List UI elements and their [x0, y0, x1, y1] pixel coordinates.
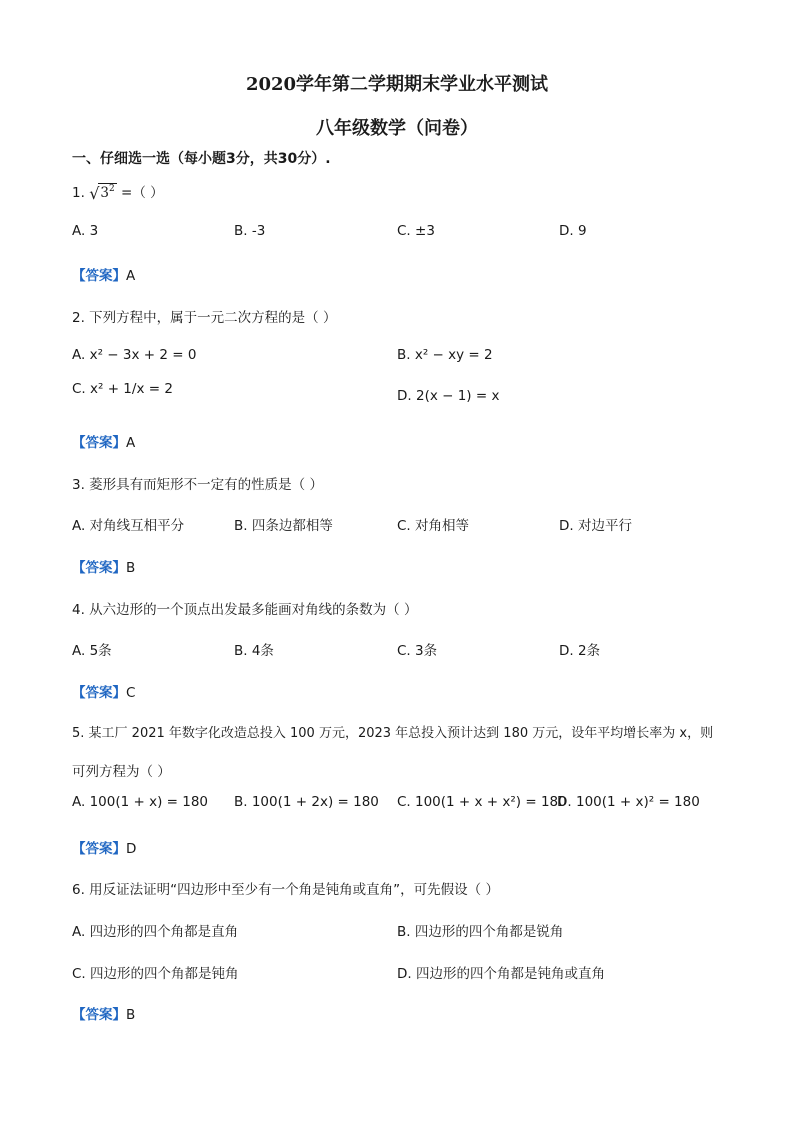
question-4-option-b: B. 4条	[234, 643, 274, 659]
answer-value: A	[126, 435, 136, 451]
question-2-option-c: C. x² + 1/x = 2	[72, 381, 173, 397]
answer-tag: 【答案】	[72, 841, 126, 857]
question-6-option-a: A. 四边形的四个角都是直角	[72, 924, 239, 940]
answer-value: A	[126, 268, 136, 284]
question-5-stem-line2: 可列方程为（ ）	[72, 764, 171, 780]
question-1-answer	[72, 264, 135, 284]
question-3-option-d: D. 对边平行	[559, 518, 632, 534]
answer-value: D	[126, 841, 137, 857]
question-4-answer	[72, 681, 135, 701]
question-5-option-d: D. 100(1 + x)² = 180	[557, 794, 700, 810]
answer-value: B	[126, 1007, 136, 1023]
question-2-answer	[72, 431, 135, 451]
question-1-stem: 1. $√3^2$ =（ ）	[72, 184, 164, 203]
question-1-paren: （ ）	[132, 185, 164, 201]
question-6-option-c: C. 四边形的四个角都是钝角	[72, 966, 239, 982]
question-6-stem: 6. 用反证法证明“四边形中至少有一个角是钝角或直角”，可先假设（ ）	[72, 882, 499, 898]
question-5-stem-line1: 5. 某工厂 2021 年数字化改造总投入 100 万元，2023 年总投入预计达到 180 万元，设年平均增长率为 x，则	[72, 726, 714, 741]
question-2-option-a: A. x² − 3x + 2 = 0	[72, 347, 197, 363]
question-1-option-d: D. 9	[559, 223, 587, 239]
question-5-answer	[72, 837, 136, 857]
question-6-option-b: B. 四边形的四个角都是锐角	[397, 924, 564, 940]
question-5-option-c: C. 100(1 + x + x²) = 180	[397, 794, 567, 810]
answer-tag: 【答案】	[72, 268, 126, 284]
question-1-option-c: C. ±3	[397, 223, 435, 239]
question-1-option-a: A. 3	[72, 223, 99, 239]
question-2-option-b: B. x² − xy = 2	[397, 347, 493, 363]
question-6-answer	[72, 1003, 135, 1023]
exam-title: 2020学年第二学期期末学业水平测试	[245, 74, 549, 95]
question-1-math: $√3^2$	[89, 184, 115, 203]
question-4-option-a: A. 5条	[72, 643, 112, 659]
question-5-option-a: A. 100(1 + x) = 180	[72, 794, 209, 810]
question-4-stem: 4. 从六边形的一个顶点出发最多能画对角线的条数为（ ）	[72, 602, 418, 618]
question-6-option-d: D. 四边形的四个角都是钝角或直角	[397, 966, 605, 982]
answer-value: C	[126, 685, 136, 701]
question-3-option-c: C. 对角相等	[397, 518, 470, 534]
question-3-answer	[72, 556, 135, 576]
question-2-stem: 2. 下列方程中，属于一元二次方程的是（ ）	[72, 310, 337, 326]
question-3-option-a: A. 对角线互相平分	[72, 518, 185, 534]
question-3-option-b: B. 四条边都相等	[234, 518, 333, 534]
exam-subtitle: 八年级数学（问卷）	[316, 118, 478, 139]
question-3-stem: 3. 菱形具有而矩形不一定有的性质是（ ）	[72, 477, 323, 493]
question-1-number: 1.	[72, 185, 85, 201]
answer-tag: 【答案】	[72, 560, 126, 576]
answer-value: B	[126, 560, 136, 576]
answer-tag: 【答案】	[72, 435, 126, 451]
section-heading: 一、仔细选一选（每小题3分，共30分）.	[72, 151, 331, 167]
question-4-option-c: C. 3条	[397, 643, 438, 659]
question-2-option-d: D. 2(x − 1) = x	[397, 388, 500, 404]
answer-tag: 【答案】	[72, 685, 126, 701]
question-5-option-b: B. 100(1 + 2x) = 180	[234, 794, 379, 810]
question-4-option-d: D. 2条	[559, 643, 601, 659]
answer-tag: 【答案】	[72, 1007, 126, 1023]
question-1-option-b: B. -3	[234, 223, 266, 239]
